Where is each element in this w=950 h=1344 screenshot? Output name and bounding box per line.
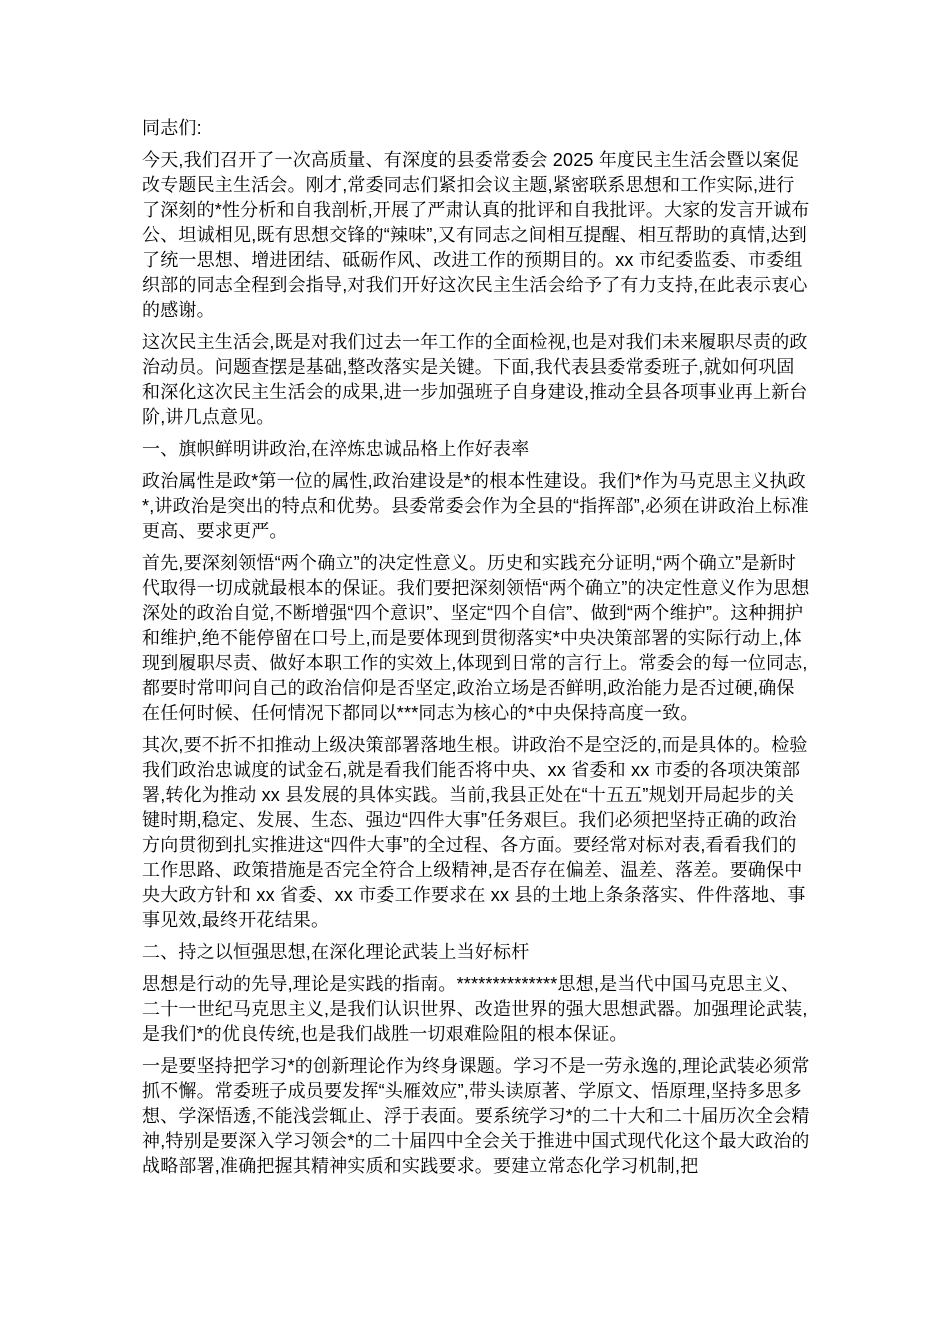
paragraph: 今天,我们召开了一次高质量、有深度的县委常委会 2025 年度民主生活会暨以案促改专题民主生活会。刚才,常委同志们紧扣会议主题,紧密联系思想和工作实际,进行了深刻的*性分析和自我剖析,开展了严肃认真的批评和自我批评。大家的发言开诚布公、坦诚相见,既有思想交锋的“辣味”,又有同志之间相互提醒、相互帮助的真情,达到了统一思想、增进团结、砥砺作风、改进工作的预期目的。xx 市纪委监委、市委组织部的同志全程到会指导,对我们开好这次民主生活会给予了有力支持,在此表示衷心的感谢。 xyxy=(142,150,810,320)
paragraph: 同志们: xyxy=(142,118,202,138)
paragraph: 思想是行动的先导,理论是实践的指南。**************思想,是当代中国马克思主义、二十一世纪马克思主义,是我们认识世界、改造世界的强大思想武器。加强理论武装,是我们*的优良传统,也是我们战胜一切艰难险阻的根本保证。 xyxy=(142,974,808,1044)
section-heading: 二、持之以恒强思想,在深化理论武装上当好标杆 xyxy=(142,942,530,962)
paragraph: 首先,要深刻领悟“两个确立”的决定性意义。历史和实践充分证明,“两个确立”是新时代取得一切成就最根本的保证。我们要把深刻领悟“两个确立”的决定性意义作为思想深处的政治自觉,不断增强“四个意识”、坚定“四个自信”、做到“两个维护”。这种拥护和维护,绝不能停留在口号上,而是要体现到贯彻落实*中央决策部署的实际行动上,体现到履职尽责、做好本职工作的实效上,体现到日常的言行上。常委会的每一位同志,都要时常叩问自己的政治信仰是否坚定,政治立场是否鲜明,政治能力是否过硬,确保在任何时候、任何情况下都同以***同志为核心的*中央保持高度一致。 xyxy=(142,553,810,723)
paragraph: 一是要坚持把学习*的创新理论作为终身课题。学习不是一劳永逸的,理论武装必须常抓不懈。常委班子成员要发挥“头雁效应”,带头读原著、学原文、悟原理,坚持多思多想、学深悟透,不能浅尝辄止、浮于表面。要系统学习*的二十大和二十届历次全会精神,特别是要深入学习领会*的二十届四中全会关于推进中国式现代化这个最大政治的战略部署,准确把握其精神实质和实践要求。要建立常态化学习机制,把 xyxy=(142,1056,810,1176)
document-body xyxy=(142,116,812,1186)
paragraph: 政治属性是政*第一位的属性,政治建设是*的根本性建设。我们*作为马克思主义执政*,讲政治是突出的特点和优势。县委常委会作为全县的“指挥部”,必须在讲政治上标准更高、要求更严。 xyxy=(142,471,809,541)
section-heading: 一、旗帜鲜明讲政治,在淬炼忠诚品格上作好表率 xyxy=(142,439,530,459)
paragraph: 其次,要不折不扣推动上级决策部署落地生根。讲政治不是空泛的,而是具体的。检验我们政治忠诚度的试金石,就是看我们能否将中央、xx 省委和 xx 市委的各项决策部署,转化为推动 xx 县发展的具体实践。当前,我县正处在“十五五”规划开局起步的关键时期,稳定、发展、生态、强边“四件大事”任务艰巨。我们必须把坚持正确的政治方向贯彻到扎实推进这“四件大事”的全过程、各方面。要经常对标对表,看看我们的工作思路、政策措施是否完全符合上级精神,是否存在偏差、温差、落差。要确保中央大政方针和 xx 省委、xx 市委工作要求在 xx 县的土地上条条落实、件件落地、事事见效,最终开花结果。 xyxy=(142,735,808,930)
paragraph: 这次民主生活会,既是对我们过去一年工作的全面检视,也是对我们未来履职尽责的政治动员。问题查摆是基础,整改落实是关键。下面,我代表县委常委班子,就如何巩固和深化这次民主生活会的成果,进一步加强班子自身建设,推动全县各项事业再上新台阶,讲几点意见。 xyxy=(142,332,808,427)
